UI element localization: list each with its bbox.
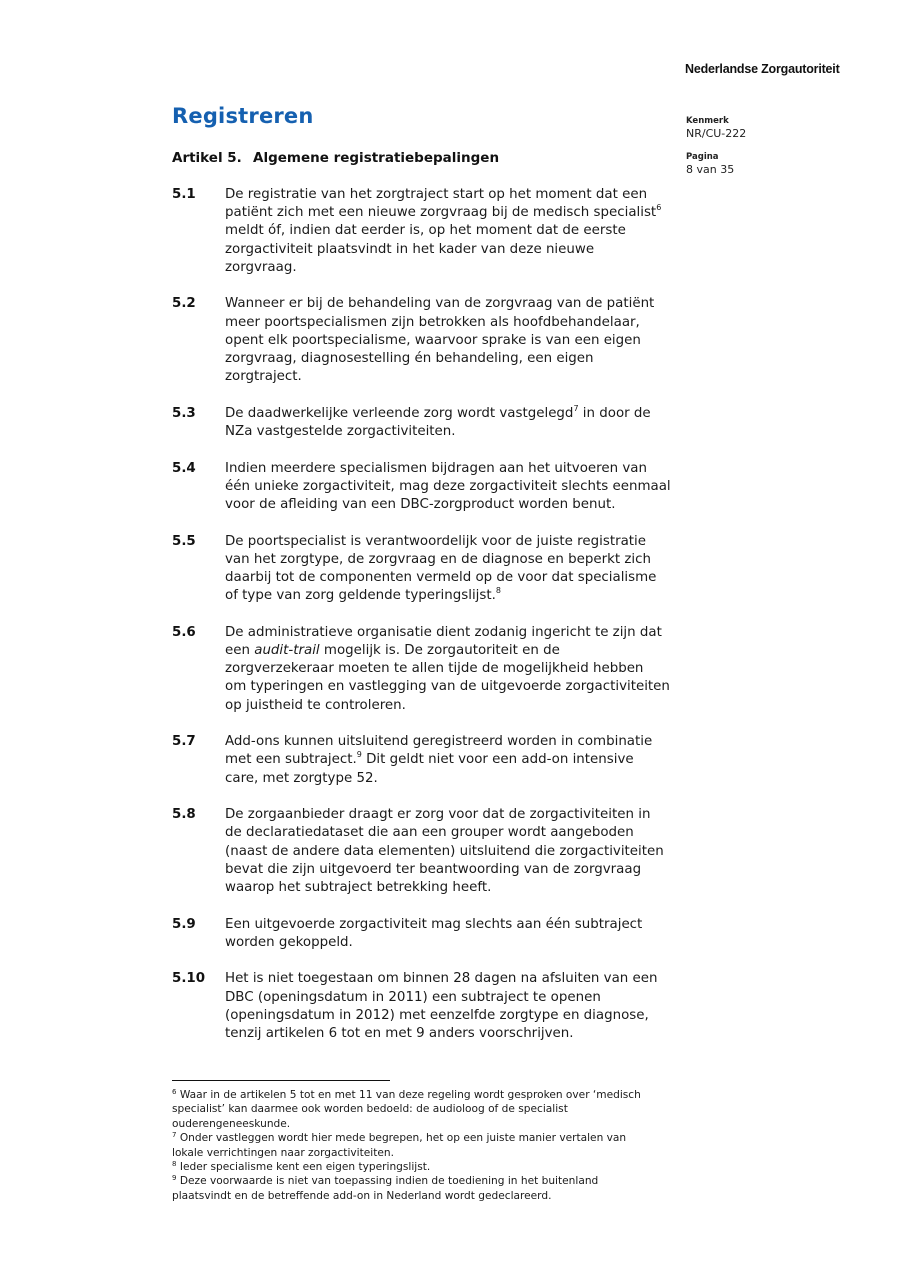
list-item [172, 806, 682, 897]
list-item [172, 624, 682, 715]
text-line: Het is niet toegestaan om binnen 28 dagen na afsluiten van een [225, 971, 658, 987]
text-line: De zorgaanbieder draagt er zorg voor dat de zorgactiviteiten in [225, 807, 651, 823]
text-line: zorgvraag, diagnosestelling én behandeling, een eigen [225, 351, 594, 367]
text-line: voor de afleiding van een DBC-zorgproduct worden benut. [225, 497, 616, 513]
text-line: De daadwerkelijke verleende zorg wordt vastgelegd [225, 405, 574, 421]
text-line: bevat die zijn uitgevoerd ter beantwoording van de zorgvraag [225, 861, 642, 877]
footnote-line: lokale verrichtingen naar zorgactiviteiten. [172, 1146, 394, 1159]
text-line: zorgtraject. [225, 369, 302, 385]
pagina-label: Pagina [686, 152, 719, 162]
item-text [225, 405, 682, 441]
text-line: Dit geldt niet voor een add-on intensive [361, 752, 634, 768]
article-number: Artikel 5. [172, 150, 242, 166]
text-line: tenzij artikelen 6 tot en met 9 anders voorschrijven. [225, 1026, 574, 1042]
text-line: de declaratiedataset die aan een grouper wordt aangeboden [225, 825, 634, 841]
item-text [225, 916, 682, 952]
footnote-number: 9 [172, 1174, 177, 1183]
item-text [225, 970, 682, 1043]
text-line: zorgverzekeraar moeten te allen tijde de mogelijkheid hebben [225, 661, 644, 677]
list-item [172, 916, 682, 952]
footnote-ref[interactable]: 9 [356, 750, 362, 760]
item-number: 5.9 [172, 916, 196, 932]
text-line: één unieke zorgactiviteit, mag deze zorgactiviteit slechts eenmaal [225, 478, 671, 494]
text-line: waarop het subtraject betrekking heeft. [225, 880, 492, 896]
page-title: Registreren [172, 104, 314, 128]
footnote [172, 1174, 692, 1203]
item-text [225, 624, 682, 715]
text-line: De poortspecialist is verantwoordelijk voor de juiste registratie [225, 533, 646, 549]
item-number: 5.7 [172, 734, 196, 750]
list-item [172, 970, 682, 1043]
text-line: Wanneer er bij de behandeling van de zorgvraag van de patiënt [225, 296, 655, 312]
list-item [172, 460, 682, 515]
item-number: 5.10 [172, 971, 206, 987]
footnote-number: 7 [172, 1131, 177, 1140]
article-title: Algemene registratiebepalingen [253, 150, 500, 166]
pagina-value: 8 van 35 [686, 163, 735, 176]
item-number: 5.6 [172, 624, 196, 640]
text-line: Een uitgevoerde zorgactiviteit mag slechts aan één subtraject [225, 916, 643, 932]
text-line: De registratie van het zorgtraject start op het moment dat een [225, 187, 648, 202]
item-number: 5.8 [172, 807, 196, 823]
footnote-line: Waar in de artikelen 5 tot en met 11 van deze regeling wordt gesproken over ‘medisch [179, 1089, 641, 1101]
item-text [225, 733, 682, 788]
footnote-line: plaatsvindt en de betreffende add-on in Nederland wordt gedeclareerd. [172, 1189, 552, 1202]
text-line: van het zorgtype, de zorgvraag en de diagnose en beperkt zich [225, 551, 651, 567]
kenmerk-value: NR/CU-222 [686, 127, 747, 140]
footnote-line: Onder vastleggen wordt hier mede begrepen, het op een juiste manier vertalen van [179, 1132, 627, 1145]
text-line: opent elk poortspecialisme, waarvoor sprake is van een eigen [225, 332, 641, 348]
item-number: 5.5 [172, 533, 196, 549]
text-line: De administratieve organisatie dient zodanig ingericht te zijn dat [225, 624, 662, 640]
text-line: zorgvraag. [225, 259, 297, 275]
item-text [225, 186, 682, 277]
text-line: (openingsdatum in 2012) met eenzelfde zorgtype en diagnose, [225, 1007, 649, 1023]
footnote [172, 1160, 692, 1174]
footnote [172, 1131, 692, 1160]
footnote-number: 6 [172, 1088, 177, 1096]
text-line: of type van zorg geldende typeringslijst. [225, 588, 496, 604]
text-line: op juistheid te controleren. [225, 697, 406, 713]
text-line: zorgactiviteit plaatsvindt in het kader van deze nieuwe [225, 241, 595, 257]
list-item [172, 405, 682, 441]
item-number: 5.1 [172, 187, 196, 202]
kenmerk-label: Kenmerk [686, 116, 729, 126]
list-item [172, 186, 682, 277]
item-number: 5.3 [172, 405, 196, 421]
footnote-divider [172, 1080, 390, 1081]
footnote-ref[interactable]: 8 [495, 586, 501, 596]
item-text [225, 533, 682, 606]
footnote-line: Deze voorwaarde is niet van toepassing indien de toediening in het buitenland [179, 1175, 599, 1188]
footnote-number: 8 [172, 1160, 177, 1169]
item-text [225, 295, 682, 386]
text-line: in door de [578, 405, 651, 421]
emphasis-term: audit-trail [254, 643, 320, 659]
item-text [225, 460, 682, 515]
article-items [172, 186, 682, 1062]
text-line: patiënt zich met een nieuwe zorgvraag bij de medisch specialist [225, 205, 657, 221]
list-item [172, 733, 682, 788]
text-line: een [225, 643, 255, 659]
text-line: om typeringen en vastlegging van de uitgevoerde zorgactiviteiten [225, 679, 670, 695]
text-line: daarbij tot de componenten vermeld op de voor dat specialisme [225, 570, 657, 586]
item-number: 5.4 [172, 460, 196, 476]
footnotes [172, 1088, 692, 1203]
text-line: DBC (openingsdatum in 2011) een subtraject te openen [225, 989, 601, 1005]
text-line: worden gekoppeld. [225, 934, 353, 950]
footnote-ref[interactable]: 7 [573, 403, 579, 413]
text-line: (naast de andere data elementen) uitsluitend die zorgactiviteiten [225, 843, 664, 859]
text-line: meldt óf, indien dat eerder is, op het moment dat de eerste [225, 223, 626, 239]
footnote-line: ouderengeneeskunde. [172, 1117, 291, 1130]
pagina-block [686, 152, 734, 176]
list-item [172, 533, 682, 606]
text-line: care, met zorgtype 52. [225, 770, 378, 786]
text-line: met een subtraject. [225, 752, 357, 768]
list-item [172, 295, 682, 386]
article-heading [172, 150, 499, 166]
item-number: 5.2 [172, 296, 196, 312]
item-text [225, 806, 682, 897]
footnote-line: Ieder specialisme kent een eigen typeringslijst. [179, 1161, 431, 1174]
footnote-line: specialist’ kan daarmee ook worden bedoeld: de audioloog of de specialist [172, 1103, 568, 1116]
footnote-ref[interactable]: 6 [656, 203, 662, 213]
text-line: NZa vastgestelde zorgactiviteiten. [225, 424, 456, 440]
text-line: mogelijk is. De zorgautoriteit en de [319, 643, 560, 659]
organization-name: Nederlandse Zorgautoriteit [685, 62, 840, 76]
footnote [172, 1088, 692, 1131]
kenmerk-block [686, 116, 746, 140]
text-line: Add-ons kunnen uitsluitend geregistreerd worden in combinatie [225, 734, 653, 750]
text-line: Indien meerdere specialismen bijdragen aan het uitvoeren van [225, 460, 647, 476]
text-line: meer poortspecialismen zijn betrokken als hoofdbehandelaar, [225, 314, 640, 330]
